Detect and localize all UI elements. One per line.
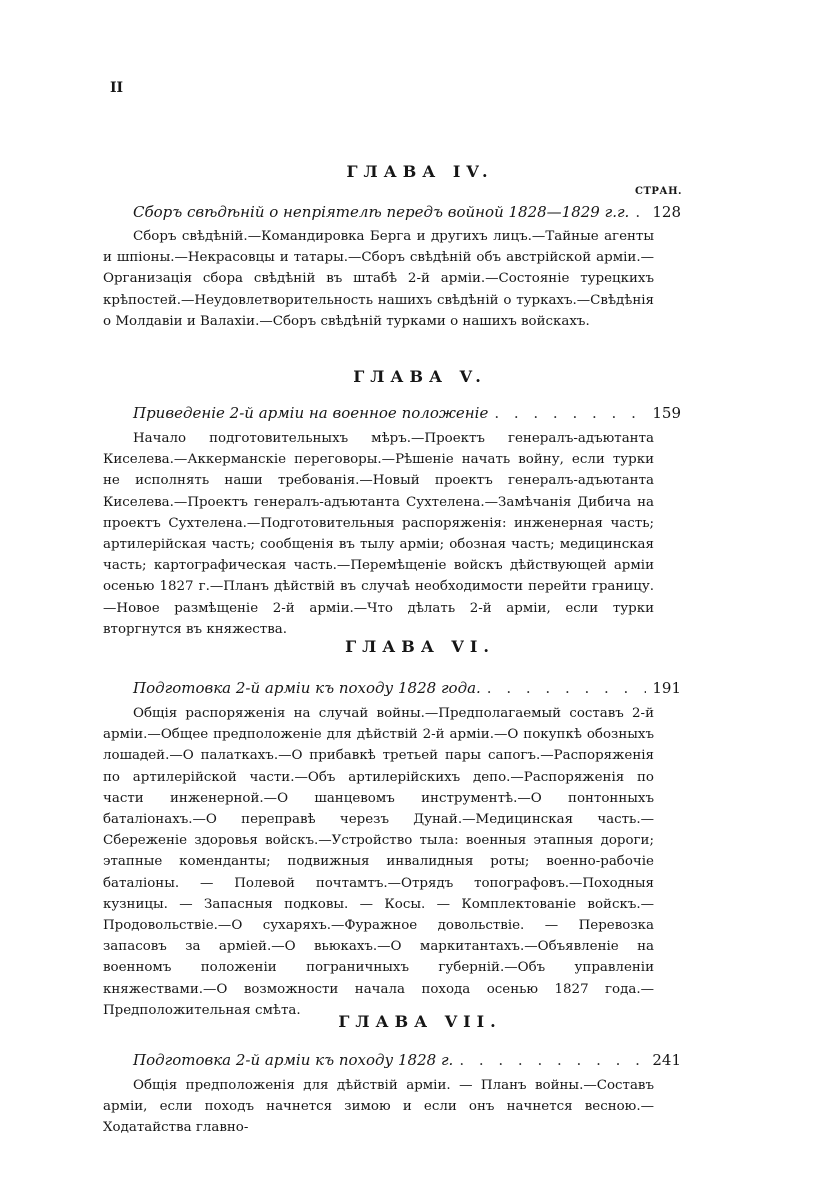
chapter-6-title: Подготовка 2-й арміи къ походу 1828 года.	[133, 679, 481, 697]
chapter-6-title-line	[133, 679, 681, 697]
chapter-6-page: 191	[652, 679, 681, 697]
chapter-7-summary	[103, 1075, 654, 1139]
leader-dots	[487, 679, 647, 697]
leader-dots	[494, 404, 646, 422]
chapter-7-summary-text: Общія предположенія для дѣйствій арміи. — Планъ войны.—Составъ арміи, если походъ начнется зимою и если онъ начнется весною.—Ходатайства главно-	[103, 1078, 654, 1136]
chapter-6-summary	[103, 703, 654, 1021]
chapter-5-title: Приведеніе 2-й арміи на военное положеніе	[133, 404, 489, 422]
chapter-4-heading: ГЛАВА IV.	[346, 162, 494, 181]
chapter-7-title: Подготовка 2-й арміи къ походу 1828 г.	[133, 1051, 454, 1069]
leader-dots	[635, 203, 646, 221]
page-number: II	[110, 80, 124, 96]
chapter-5-summary	[103, 428, 654, 640]
chapter-4-title-line	[133, 203, 681, 221]
chapter-5-heading: ГЛАВА V.	[353, 367, 487, 386]
chapter-7-heading: ГЛАВА VII.	[338, 1012, 502, 1031]
chapter-4-summary	[103, 226, 654, 332]
chapter-5-title-line	[133, 404, 681, 422]
chapter-7-title-line	[133, 1051, 681, 1069]
chapter-6-heading: ГЛАВА VI.	[345, 637, 495, 656]
leader-dots	[459, 1051, 646, 1069]
chapter-5-summary-text: Начало подготовительныхъ мѣръ.—Проектъ генералъ-адъютанта Киселева.—Аккерманскіе переговоры.—Рѣшеніе начать войну, если турки не исполнять наши требованія.—Новый проектъ генералъ-адъютанта Киселева.—Проектъ генералъ-адъютанта Сухтелена.—Замѣчанія Дибича на проектъ Сухтелена.—Подготовительныя распоряженія: инженерная часть; артилерійская часть; сообщенія въ тылу арміи; обозная часть; медицинская часть; картографическая часть.—Перемѣщеніе войскъ дѣйствующей арміи осенью 1827 г.—Планъ дѣйствій въ случаѣ необходимости перейти границу.—Новое размѣщеніе 2-й арміи.—Что дѣлать 2-й арміи, если турки вторгнутся въ княжества.	[103, 431, 654, 637]
chapter-7-page: 241	[652, 1051, 681, 1069]
chapter-4-title: Сборъ свѣдѣній о непріятелѣ передъ войной 1828—1829 г.г.	[133, 203, 630, 221]
page-column-label: СТРАН.	[635, 186, 682, 197]
chapter-4-page: 128	[652, 203, 681, 221]
chapter-4-summary-text: Сборъ свѣдѣній.—Командировка Берга и другихъ лицъ.—Тайные агенты и шпіоны.—Некрасовцы и татары.—Сборъ свѣдѣній объ австрійской арміи.—Организація сбора свѣдѣній въ штабѣ 2-й арміи.—Состояніе турецкихъ крѣпостей.—Неудовлетворительность нашихъ свѣдѣній о туркахъ.—Свѣдѣнія о Молдавіи и Валахіи.—Сборъ свѣдѣній турками о нашихъ войскахъ.	[103, 229, 654, 329]
chapter-6-summary-text: Общія распоряженія на случай войны.—Предполагаемый составъ 2-й арміи.—Общее предположеніе для дѣйствій 2-й арміи.—О покупкѣ обозныхъ лошадей.—О палаткахъ.—О прибавкѣ третьей пары сапогъ.—Распоряженія по артилерійской части.—Объ артилерійскихъ депо.—Распоряженія по части инженерной.—О шанцевомъ инструментѣ.—О понтонныхъ баталіонахъ.—О переправѣ черезъ Дунай.—Медицинская часть.—Сбереженіе здоровья войскъ.—Устройство тыла: военныя этапныя дороги; этапные коменданты; подвижныя инвалидныя роты; военно-рабочіе баталіоны. — Полевой почтамтъ.—Отрядъ топографовъ.—Походныя кузницы. — Запасныя подковы. — Косы. — Комплектованіе войскъ.—Продовольствіе.—О сухаряхъ.—Фуражное довольствіе. — Перевозка запасовъ за арміей.—О вьюкахъ.—О маркитантахъ.—Объявленіе на военномъ положеніи пограничныхъ губерній.—Объ управленіи княжествами.—О возможности начала похода осенью 1827 года.—Предположительная смѣта.	[103, 706, 654, 1018]
chapter-5-page: 159	[652, 404, 681, 422]
